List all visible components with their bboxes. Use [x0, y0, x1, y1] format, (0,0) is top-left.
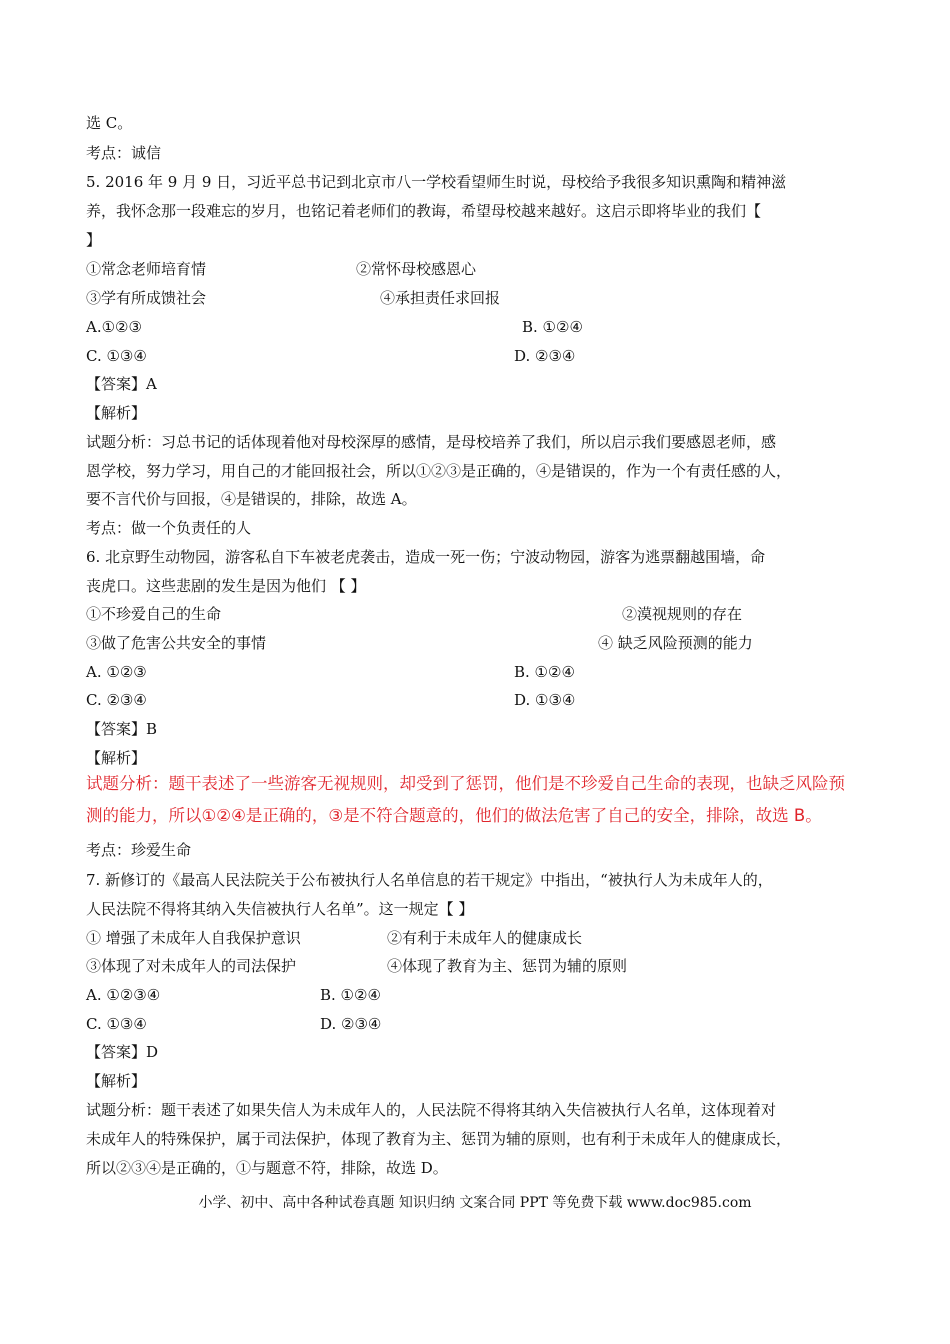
question-6-text: 丧虎口。这些悲剧的发生是因为他们 【 】: [86, 577, 366, 595]
question-7-option: ① 增强了未成年人自我保护意识: [86, 929, 301, 947]
question-5-analysis-heading: 【解析】: [86, 404, 147, 422]
question-6-option: ②漠视规则的存在: [622, 605, 743, 623]
question-5-text: 5. 2016 年 9 月 9 日，习近平总书记到北京市八一学校看望师生时说，母校给予我很多知识熏陶和精神滋: [86, 173, 787, 191]
question-5-analysis: 要不言代价与回报，④是错误的，排除，故选 A。: [86, 490, 417, 508]
question-5-option: ②常怀母校感恩心: [356, 260, 477, 278]
question-7-option: ③体现了对未成年人的司法保护: [86, 957, 297, 975]
topic-line: 考点：诚信: [86, 144, 162, 162]
question-5-analysis: 试题分析：习总书记的话体现着他对母校深厚的感情，是母校培养了我们，所以启示我们要感恩老师，感: [86, 433, 777, 451]
question-5-analysis: 恩学校，努力学习，用自己的才能回报社会，所以①②③是正确的，④是错误的，作为一个有责任感的人，: [86, 462, 792, 480]
question-5-answer: 【答案】A: [86, 375, 157, 393]
question-6-option: ①不珍爱自己的生命: [86, 605, 222, 623]
question-7-analysis: 未成年人的特殊保护，属于司法保护，体现了教育为主、惩罚为辅的原则，也有利于未成年人的健康成长，: [86, 1130, 792, 1148]
question-5-topic: 考点：做一个负责任的人: [86, 519, 252, 537]
question-6-answer: 【答案】B: [86, 720, 158, 738]
question-7-analysis: 所以②③④是正确的，①与题意不符，排除，故选 D。: [86, 1159, 448, 1177]
question-6-analysis-highlighted: 测的能力，所以①②④是正确的，③是不符合题意的，他们的做法危害了自己的安全，排除，故选 B。: [86, 806, 822, 825]
question-5-choice-b: B. ①②④: [522, 318, 583, 336]
question-6-choice-c: C. ②③④: [86, 691, 147, 709]
question-6-option: ④ 缺乏风险预测的能力: [598, 634, 753, 652]
question-6-topic: 考点：珍爱生命: [86, 841, 192, 859]
question-6-text: 6. 北京野生动物园，游客私自下车被老虎袭击，造成一死一伤；宁波动物园，游客为逃票翻越围墙，命: [86, 548, 766, 566]
question-5-option: ③学有所成馈社会: [86, 289, 207, 307]
question-5-bracket: 】: [86, 231, 102, 249]
answer-line: 选 C。: [86, 114, 133, 132]
question-5-choice-d: D. ②③④: [514, 347, 576, 365]
question-5-choice-a: A.①②③: [86, 318, 142, 336]
question-6-analysis-highlighted: 试题分析：题干表述了一些游客无视规则，却受到了惩罚，他们是不珍爱自己生命的表现，也缺乏风险预: [86, 774, 845, 793]
question-7-answer: 【答案】D: [86, 1043, 159, 1061]
question-7-choice-a: A. ①②③④: [86, 986, 161, 1004]
question-7-choice-b: B. ①②④: [320, 986, 381, 1004]
question-6-choice-a: A. ①②③: [86, 663, 147, 681]
question-7-analysis: 试题分析：题干表述了如果失信人为未成年人的，人民法院不得将其纳入失信被执行人名单，这体现着对: [86, 1101, 777, 1119]
question-7-analysis-heading: 【解析】: [86, 1072, 147, 1090]
question-7-text: 人民法院不得将其纳入失信被执行人名单”。这一规定【 】: [86, 900, 474, 918]
question-7-choice-c: C. ①③④: [86, 1015, 147, 1033]
question-6-analysis-heading: 【解析】: [86, 749, 147, 767]
question-6-choice-d: D. ①③④: [514, 691, 576, 709]
question-5-choice-c: C. ①③④: [86, 347, 147, 365]
question-7-option: ②有利于未成年人的健康成长: [387, 929, 583, 947]
question-6-option: ③做了危害公共安全的事情: [86, 634, 267, 652]
question-7-text: 7. 新修订的《最高人民法院关于公布被执行人名单信息的若干规定》中指出，“被执行人为未成年人的，: [86, 871, 773, 889]
question-7-option: ④体现了教育为主、惩罚为辅的原则: [387, 957, 628, 975]
question-5-option: ①常念老师培育情: [86, 260, 207, 278]
question-5-text: 养，我怀念那一段难忘的岁月，也铭记着老师们的教诲，希望母校越来越好。这启示即将毕业的我们【: [86, 202, 762, 220]
page-footer: 小学、初中、高中各种试卷真题 知识归纳 文案合同 PPT 等免费下载 www.doc985.com: [198, 1195, 752, 1211]
question-7-choice-d: D. ②③④: [320, 1015, 382, 1033]
question-6-choice-b: B. ①②④: [514, 663, 575, 681]
question-5-option: ④承担责任求回报: [380, 289, 501, 307]
